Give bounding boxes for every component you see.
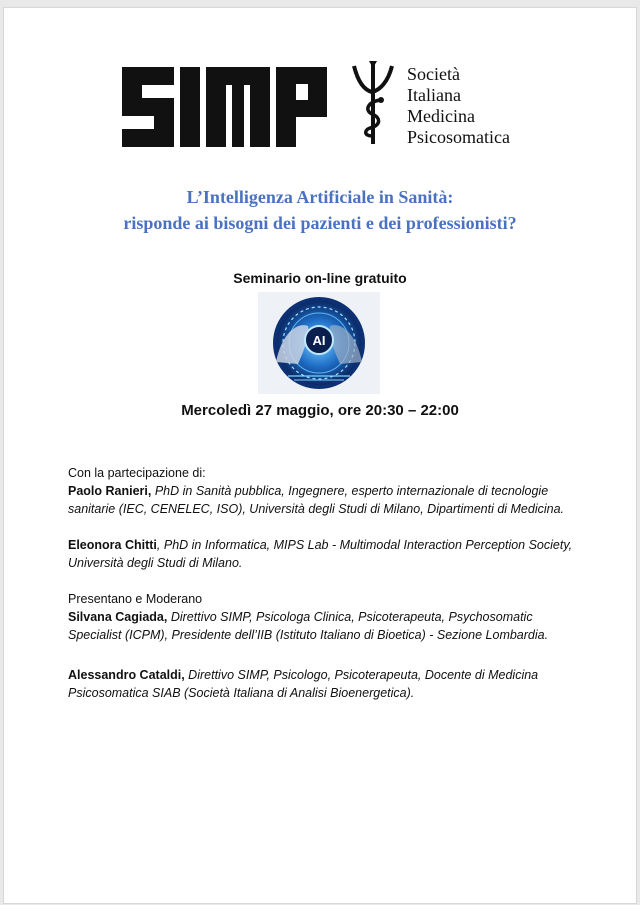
society-name-line: Psicosomatica bbox=[407, 127, 510, 147]
participants-intro: Con la partecipazione di: bbox=[68, 466, 206, 480]
title-line-1: L’Intelligenza Artificiale in Sanità: bbox=[186, 187, 454, 207]
speaker-entry bbox=[68, 482, 578, 518]
title-line-2: risponde ai bisogni dei pazienti e dei professionisti? bbox=[123, 213, 517, 233]
simp-logo bbox=[122, 67, 327, 147]
moderator-description: Direttivo SIMP, Psicologo, Psicoterapeuta, Docente di Medicina Psicosomatica SIAB (Società Italiana di Analisi Bioenergetica). bbox=[68, 668, 539, 700]
participants-section bbox=[68, 464, 578, 702]
moderator-entry bbox=[68, 608, 578, 644]
moderators-intro: Presentano e Moderano bbox=[68, 592, 203, 606]
moderator-name: Alessandro Cataldi, bbox=[68, 668, 185, 682]
moderator-name: Silvana Cagiada, bbox=[68, 610, 168, 624]
speaker-entry bbox=[68, 536, 578, 572]
moderator-description: Direttivo SIMP, Psicologa Clinica, Psicoterapeuta, Psychosomatic Specialist (ICPM), Presidente dell’IIB (Istituto Italiano di Bioetica) - Sezione Lombardia. bbox=[68, 610, 549, 642]
seminar-type: Seminario on-line gratuito bbox=[233, 270, 407, 286]
caduceus-icon bbox=[350, 60, 396, 146]
speaker-description: , PhD in Informatica, MIPS Lab - Multimodal Interaction Perception Society, Università degli Studi di Milano. bbox=[68, 538, 573, 570]
event-date: Mercoledì 27 maggio, ore 20:30 – 22:00 bbox=[181, 402, 459, 419]
ai-badge-text: AI bbox=[312, 333, 326, 348]
seminar-title bbox=[4, 184, 636, 236]
society-name-line: Italiana bbox=[407, 85, 461, 105]
document-page bbox=[4, 8, 636, 903]
society-name-line: Medicina bbox=[407, 106, 475, 126]
moderator-entry bbox=[68, 666, 578, 702]
speaker-description: PhD in Sanità pubblica, Ingegnere, esperto internazionale di tecnologie sanitarie (IEC, CENELEC, ISO), Università degli Studi di Milano, Dipartimenti di Medicina. bbox=[68, 484, 565, 516]
ai-illustration bbox=[258, 292, 380, 394]
society-name-line: Società bbox=[407, 64, 460, 84]
header-logo bbox=[122, 60, 542, 150]
society-name bbox=[407, 64, 510, 148]
speaker-name: Eleonora Chitti bbox=[68, 538, 157, 552]
speaker-name: Paolo Ranieri, bbox=[68, 484, 152, 498]
